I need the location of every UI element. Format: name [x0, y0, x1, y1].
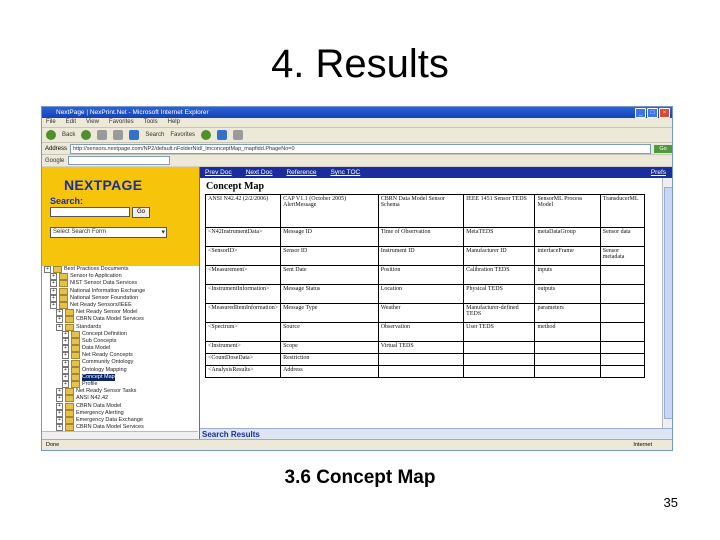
tree-item-label: Concept Map — [82, 373, 115, 380]
table-cell — [378, 366, 463, 378]
menu-file[interactable]: File — [46, 119, 56, 125]
expand-icon[interactable]: + — [56, 395, 63, 402]
folder-icon — [71, 352, 80, 359]
column-header: IEEE 1451 Sensor TEDS — [464, 195, 535, 228]
table-cell — [600, 354, 644, 366]
folder-icon — [53, 266, 62, 273]
table-cell — [535, 342, 600, 354]
tree-item-label: Community Ontology — [82, 359, 134, 366]
table-row — [206, 323, 645, 342]
table-cell — [600, 342, 644, 354]
folder-icon — [59, 288, 68, 295]
status-text: Done — [46, 442, 60, 448]
tree-item[interactable] — [42, 288, 199, 295]
expand-icon[interactable]: + — [62, 331, 69, 338]
table-cell: Sensor ID — [281, 247, 379, 266]
folder-icon — [65, 388, 74, 395]
column-header: SensorML Process Model — [535, 195, 600, 228]
table-cell: Position — [378, 266, 463, 285]
close-icon[interactable]: × — [659, 108, 670, 118]
search-button[interactable]: Search — [145, 132, 165, 138]
table-cell: Observation — [378, 323, 463, 342]
favorites-button[interactable]: Favorites — [170, 132, 196, 138]
folder-icon — [65, 316, 74, 323]
search-label: Search: — [50, 196, 84, 206]
tree-item[interactable] — [42, 266, 199, 273]
table-cell: <Instrument> — [206, 342, 281, 354]
table-cell — [600, 366, 644, 378]
expand-icon[interactable]: + — [56, 424, 63, 431]
column-header: CAP V1.1 (October 2005) AlertMessage — [281, 195, 379, 228]
menu-tools[interactable]: Tools — [143, 119, 158, 125]
table-cell: User TEDS — [464, 323, 535, 342]
menu-help[interactable]: Help — [167, 119, 180, 125]
home-icon[interactable] — [129, 130, 139, 140]
table-cell: Location — [378, 285, 463, 304]
document-tree — [42, 266, 199, 441]
google-search-input[interactable] — [68, 156, 170, 165]
google-label: Google — [45, 157, 65, 164]
reference-link[interactable]: Reference — [286, 169, 317, 176]
tree-item-label: Data Model — [82, 345, 111, 352]
table-cell — [378, 354, 463, 366]
column-header: TransducerML — [600, 195, 644, 228]
tree-item[interactable] — [42, 316, 199, 323]
table-cell: Physical TEDS — [464, 285, 535, 304]
table-cell: inputs — [535, 266, 600, 285]
security-zone: Internet — [633, 442, 652, 448]
folder-icon — [65, 403, 74, 410]
prefs-link[interactable]: Prefs — [650, 169, 666, 176]
concept-map-heading: Concept Map — [206, 181, 265, 192]
nextpage-logo: NEXTPAGE — [64, 177, 143, 193]
table-cell: Instrument ID — [378, 247, 463, 266]
tree-item[interactable] — [42, 388, 199, 395]
expand-icon[interactable]: + — [44, 266, 51, 273]
table-cell: Virtual TEDS — [378, 342, 463, 354]
tree-item[interactable] — [42, 417, 199, 424]
expand-icon[interactable]: + — [50, 280, 57, 287]
table-cell: Sent Date — [281, 266, 379, 285]
scrollbar-thumb[interactable] — [664, 187, 673, 419]
address-bar — [42, 142, 672, 154]
expand-icon[interactable]: + — [50, 288, 57, 295]
next-doc-link[interactable]: Next Doc — [245, 169, 273, 176]
column-header: CBRN Data Model Sensor Schema — [378, 195, 463, 228]
folder-icon — [59, 273, 68, 280]
table-cell: <CountDoseData> — [206, 354, 281, 366]
folder-icon — [65, 324, 74, 331]
table-row — [206, 354, 645, 366]
table-cell: Calibration TEDS — [464, 266, 535, 285]
browser-toolbar — [42, 127, 672, 142]
table-cell: interfaceFrame — [535, 247, 600, 266]
tree-item-label: Standards — [76, 323, 102, 330]
search-go-button[interactable]: Go — [132, 207, 150, 218]
table-row — [206, 285, 645, 304]
folder-icon — [65, 410, 74, 417]
mail-icon[interactable] — [217, 130, 227, 140]
tree-item-label: CBRN Data Model — [76, 402, 122, 409]
back-button[interactable]: Back — [62, 132, 76, 138]
folder-icon — [71, 331, 80, 338]
tree-item-label: NIST Sensor Data Services — [70, 280, 138, 287]
tree-item-label: Best Practices Documents — [64, 266, 129, 272]
tree-item[interactable] — [42, 324, 199, 331]
table-cell — [535, 366, 600, 378]
tree-item-label: ANSI N42.42 — [76, 395, 109, 402]
tree-item[interactable] — [42, 295, 199, 302]
folder-icon — [65, 395, 74, 402]
table-cell: <Measurement> — [206, 266, 281, 285]
folder-icon — [71, 367, 80, 374]
search-input[interactable] — [50, 207, 130, 217]
expand-icon[interactable]: + — [62, 338, 69, 345]
tree-item-label: Sensor to Application — [70, 273, 122, 280]
table-cell: Source — [281, 323, 379, 342]
tree-item-label: Emergency Alerting — [76, 409, 124, 416]
tree-item-label: Net Ready Concepts — [82, 352, 133, 359]
table-cell: Time of Observation — [378, 228, 463, 247]
tree-item-label: Concept Definition — [82, 330, 127, 337]
expand-icon[interactable]: + — [62, 381, 69, 388]
tree-item-label: Emergency Data Exchange — [76, 416, 143, 423]
table-row — [206, 247, 645, 266]
table-cell — [600, 285, 644, 304]
expand-icon[interactable]: + — [62, 374, 69, 381]
table-cell: Scope — [281, 342, 379, 354]
menu-favorites[interactable]: Favorites — [108, 119, 134, 125]
minimize-icon[interactable]: _ — [635, 108, 646, 118]
tree-item-label: Net Ready Sensors/IEEE — [70, 301, 132, 308]
tree-item-label: CBRN Data Model Services — [76, 424, 144, 431]
expand-icon[interactable]: + — [50, 302, 57, 309]
concept-map-table — [205, 194, 645, 378]
tree-item-label: CBRN Data Model Services — [76, 316, 144, 323]
tree-item[interactable] — [42, 381, 199, 388]
go-button[interactable]: Go — [654, 145, 672, 153]
folder-icon — [65, 417, 74, 424]
search-form-select[interactable]: Select Search Form ▾ — [50, 227, 167, 238]
expand-icon[interactable]: + — [56, 316, 63, 323]
table-cell: method — [535, 323, 600, 342]
tree-item-label: Profile — [82, 381, 98, 387]
document-pane — [200, 167, 672, 450]
tree-item-label: National Sensor Foundation — [70, 294, 139, 301]
table-cell: <AnalysisResults> — [206, 366, 281, 378]
tree-item-label: Sub Concepts — [82, 337, 117, 344]
table-row — [206, 342, 645, 354]
expand-icon[interactable]: + — [50, 295, 57, 302]
maximize-icon[interactable]: □ — [647, 108, 658, 118]
table-cell: <N42InstrumentData> — [206, 228, 281, 247]
page-number: 35 — [663, 495, 678, 510]
browser-window — [41, 106, 673, 451]
table-cell: MetaTEDS — [464, 228, 535, 247]
google-toolbar — [42, 154, 672, 166]
forward-arrow-icon[interactable] — [81, 130, 91, 140]
expand-icon[interactable]: + — [62, 367, 69, 374]
tree-item-label: Ontology Mapping — [82, 366, 127, 373]
table-cell: parameters — [535, 304, 600, 323]
history-icon[interactable] — [201, 130, 211, 140]
folder-icon — [71, 374, 80, 381]
left-navigation-pane — [42, 167, 200, 450]
table-cell — [535, 354, 600, 366]
expand-icon[interactable]: + — [56, 417, 63, 424]
folder-icon — [59, 302, 68, 309]
address-label: Address — [45, 145, 68, 152]
table-cell: <SensorID> — [206, 247, 281, 266]
table-cell: Weather — [378, 304, 463, 323]
expand-icon[interactable]: + — [56, 309, 63, 316]
table-cell: Address — [281, 366, 379, 378]
document-nav-bar — [200, 167, 672, 178]
folder-icon — [59, 280, 68, 287]
folder-icon — [71, 360, 80, 367]
slide-caption: 3.6 Concept Map — [284, 467, 436, 488]
menu-bar — [42, 118, 672, 127]
table-cell — [600, 266, 644, 285]
prev-doc-link[interactable]: Prev Doc — [205, 169, 232, 176]
tree-item-label: Net Ready Sensor Tasks — [76, 388, 137, 395]
tree-item[interactable] — [42, 367, 199, 374]
expand-icon[interactable]: + — [56, 403, 63, 410]
search-results-bar[interactable]: Search Results — [200, 428, 673, 440]
expand-icon[interactable]: + — [56, 410, 63, 417]
folder-icon — [71, 381, 80, 388]
expand-icon[interactable]: + — [62, 360, 69, 367]
table-cell: Sensor metadata — [600, 247, 644, 266]
table-header-row — [206, 195, 645, 228]
window-title: NextPage | NexPrint.Net - Microsoft Internet Explorer — [56, 109, 209, 116]
column-header: ANSI N42.42 (2/2/2006) — [206, 195, 281, 228]
table-cell: metaDataGroup — [535, 228, 600, 247]
table-cell: Message Type — [281, 304, 379, 323]
address-input[interactable]: http://sensors.nextpage.com/NP2/default.nFolderNid/_lmconceptMap_mapfidd.PhageNo=0 — [70, 144, 651, 154]
folder-icon — [59, 295, 68, 302]
page-content — [42, 167, 672, 450]
tree-item[interactable] — [42, 302, 199, 309]
table-cell — [464, 342, 535, 354]
tree-item[interactable] — [42, 352, 199, 359]
table-row — [206, 228, 645, 247]
folder-icon — [65, 309, 74, 316]
window-title-bar — [42, 107, 672, 118]
table-cell: Message ID — [281, 228, 379, 247]
tree-item[interactable] — [42, 395, 199, 402]
menu-edit[interactable]: Edit — [65, 119, 77, 125]
table-cell: Message Status — [281, 285, 379, 304]
table-cell: Manufacturer ID — [464, 247, 535, 266]
table-cell: Restriction — [281, 354, 379, 366]
back-arrow-icon[interactable] — [46, 130, 56, 140]
table-row — [206, 366, 645, 378]
table-cell: outputs — [535, 285, 600, 304]
tree-item-label: Net Ready Sensor Model — [76, 309, 138, 316]
document-vertical-scrollbar[interactable] — [662, 178, 672, 436]
table-row — [206, 304, 645, 323]
print-icon[interactable] — [233, 130, 243, 140]
table-cell: <Spectrum> — [206, 323, 281, 342]
table-cell: Manufacturer-defined TEDS — [464, 304, 535, 323]
tree-item[interactable] — [42, 273, 199, 280]
table-cell: <InstrumentInformation> — [206, 285, 281, 304]
folder-icon — [71, 345, 80, 352]
table-cell: Sensor data — [600, 228, 644, 247]
tree-item[interactable] — [42, 280, 199, 287]
table-cell — [600, 304, 644, 323]
expand-icon[interactable]: + — [56, 324, 63, 331]
slide-title: 4. Results — [271, 42, 449, 86]
menu-view[interactable]: View — [86, 119, 99, 125]
expand-icon[interactable]: + — [50, 273, 57, 280]
tree-item-label: National Information Exchange — [70, 287, 146, 294]
table-cell — [464, 366, 535, 378]
tree-item[interactable] — [42, 403, 199, 410]
sync-toc-link[interactable]: Sync TOC — [330, 169, 361, 176]
refresh-icon[interactable] — [113, 130, 123, 140]
tree-item[interactable] — [42, 331, 199, 338]
table-row — [206, 266, 645, 285]
table-cell — [600, 323, 644, 342]
tree-item[interactable] — [42, 338, 199, 345]
tree-item[interactable] — [42, 309, 199, 316]
expand-icon[interactable]: + — [62, 352, 69, 359]
tree-item[interactable] — [42, 374, 199, 381]
table-cell: <MeasuredItemInformation> — [206, 304, 281, 323]
expand-icon[interactable]: + — [56, 388, 63, 395]
tree-item[interactable] — [42, 345, 199, 352]
status-bar — [42, 439, 672, 450]
tree-item[interactable] — [42, 410, 199, 417]
expand-icon[interactable]: + — [62, 345, 69, 352]
tree-item[interactable] — [42, 359, 199, 366]
stop-icon[interactable] — [97, 130, 107, 140]
folder-icon — [71, 338, 80, 345]
table-cell — [464, 354, 535, 366]
